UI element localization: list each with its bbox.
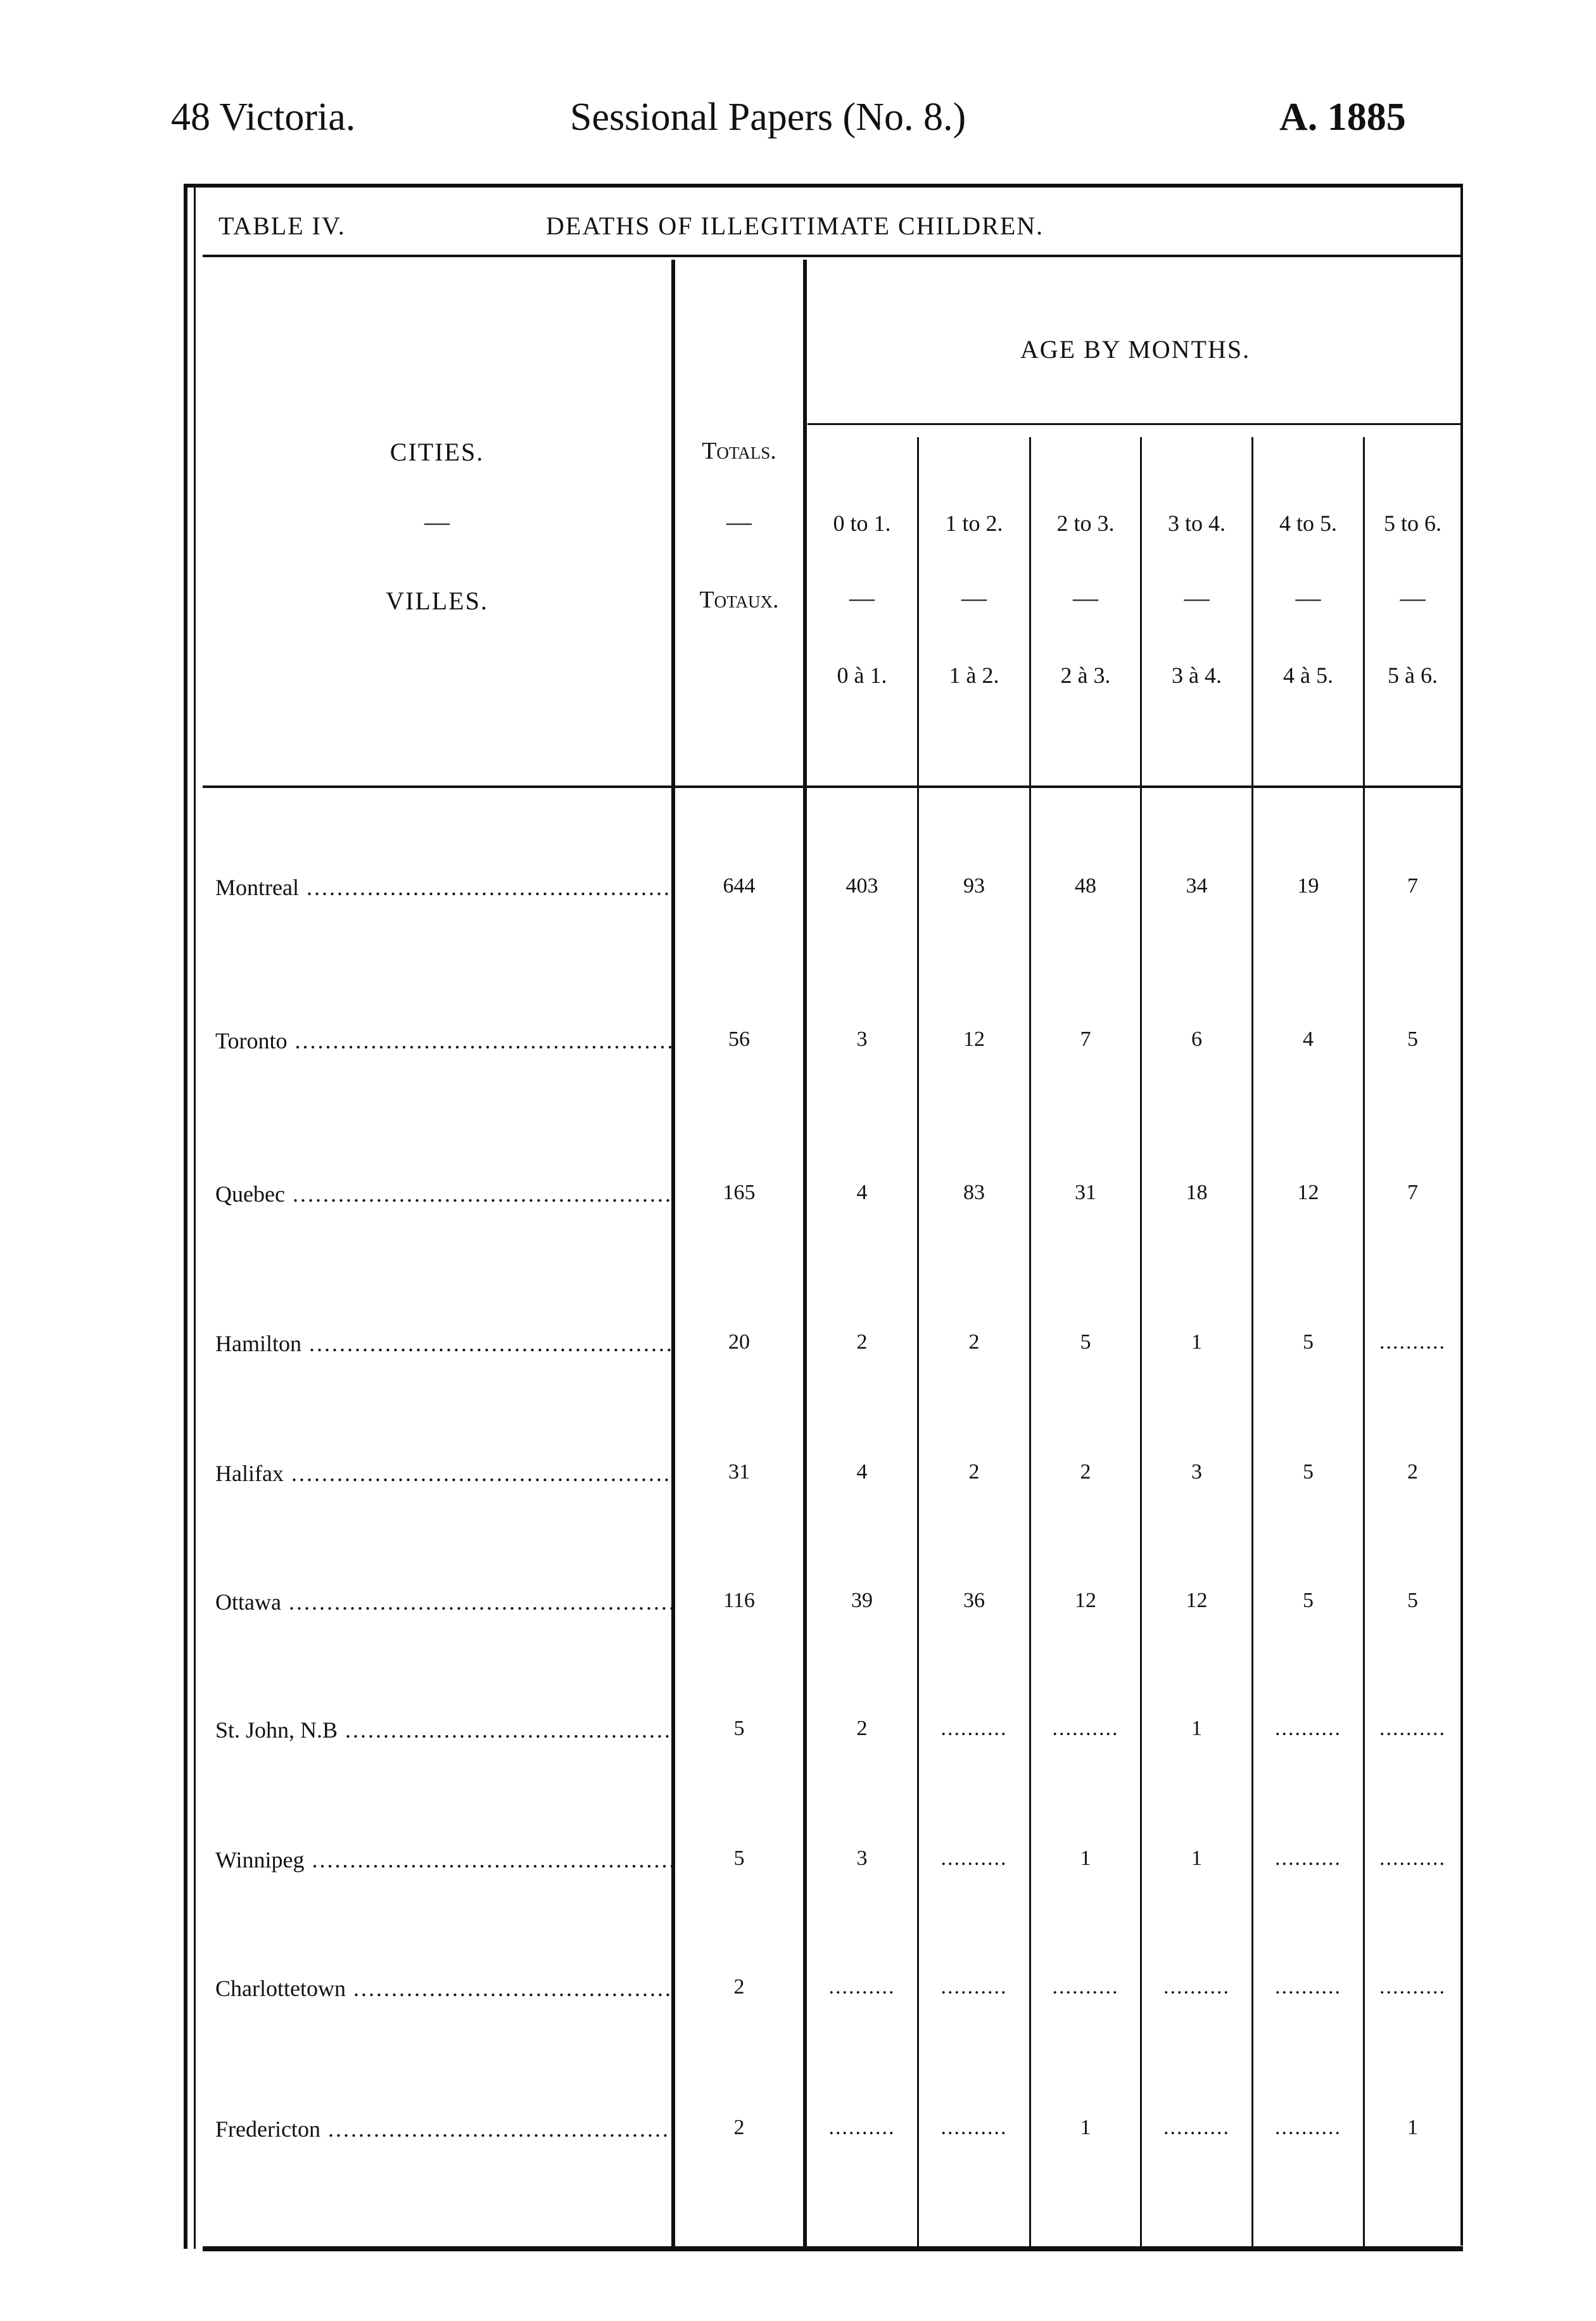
header-totals-en: Totals. (702, 438, 776, 464)
table-cell-value: 7 (1407, 874, 1418, 898)
table-row-city: Hamilton ..... (215, 1330, 671, 1357)
table-cell-value: 4 (856, 1460, 868, 1484)
header-age-2-fr: 2 à 3. (1060, 663, 1111, 688)
table-row-city: Toronto ..... (215, 1027, 671, 1054)
header-bottom-rule (203, 785, 1463, 788)
table-cell-value: 5 (1407, 1027, 1418, 1051)
table-bottom-border (203, 2246, 1463, 2251)
table-cell-empty: .......... (828, 2116, 896, 2139)
table-left-border (184, 184, 187, 2249)
table-cell-empty: .......... (940, 2116, 1008, 2139)
table-cell-value: 5 (1303, 1460, 1314, 1484)
table-cell-value: 1 (1080, 1847, 1091, 1870)
table-cell-value: 7 (1080, 1027, 1091, 1051)
table-cell-value: 48 (1075, 874, 1096, 898)
table-cell-empty: .......... (1379, 1717, 1446, 1740)
table-cell-value: 1 (1080, 2116, 1091, 2139)
table-cell-empty: .......... (828, 1975, 896, 1999)
header-age-4-en: 4 to 5. (1279, 511, 1337, 536)
header-totals-dash: — (726, 507, 752, 536)
table-cell-value: 19 (1297, 874, 1319, 898)
table-row-total: 5 (733, 1717, 745, 1740)
table-cell-value: 6 (1191, 1027, 1202, 1051)
header-age-1-fr: 1 à 2. (949, 663, 999, 688)
table-cell-empty: .......... (1379, 1330, 1446, 1354)
header-cities-dash: — (424, 507, 450, 536)
header-age-0-fr: 0 à 1. (837, 663, 887, 688)
header-age-4-dash: — (1295, 583, 1321, 612)
header-age-1-en: 1 to 2. (945, 511, 1003, 536)
header-age-3-fr: 3 à 4. (1172, 663, 1222, 688)
table-cell-value: 12 (1075, 1589, 1096, 1612)
table-row-total: 2 (733, 2116, 745, 2139)
header-age-3-en: 3 to 4. (1167, 511, 1226, 536)
table-row-city: St. John, N.B ..... (215, 1717, 671, 1743)
header-age-3-dash: — (1184, 583, 1210, 612)
header-age-0-dash: — (849, 583, 875, 612)
table-cell-empty: .......... (1163, 1975, 1230, 1999)
table-cell-value: 2 (856, 1717, 868, 1740)
table-row-city: Charlottetown ..... (215, 1975, 671, 2002)
table-row-total: 165 (723, 1181, 756, 1204)
table-cell-value: 5 (1303, 1589, 1314, 1612)
header-age-5-dash: — (1400, 583, 1426, 612)
table-cell-value: 5 (1080, 1330, 1091, 1354)
table-cell-value: 3 (856, 1027, 868, 1051)
table-cell-value: 34 (1186, 874, 1208, 898)
table-cell-value: 18 (1186, 1181, 1208, 1204)
table-row-total: 116 (723, 1589, 755, 1612)
table-row-city: Ottawa ..... (215, 1589, 671, 1615)
table-cell-value: 2 (1407, 1460, 1418, 1484)
table-cell-empty: .......... (940, 1847, 1008, 1870)
table-row-city: Fredericton ..... (215, 2116, 671, 2142)
table-row-total: 20 (728, 1330, 750, 1354)
header-age-0-en: 0 to 1. (833, 511, 891, 536)
table-row-total: 5 (733, 1847, 745, 1870)
header-age-1-dash: — (961, 583, 987, 612)
table-cell-empty: .......... (1163, 2116, 1230, 2139)
table-cell-value: 36 (963, 1589, 985, 1612)
table-cell-value: 93 (963, 874, 985, 898)
header-cities-en: CITIES. (390, 438, 484, 466)
table-cell-value: 12 (1186, 1589, 1208, 1612)
table-cell-empty: .......... (1379, 1975, 1446, 1999)
page-header-left: 48 Victoria. (171, 96, 356, 139)
table-cell-empty: .......... (1275, 2116, 1341, 2139)
header-age-2-dash: — (1073, 583, 1098, 612)
table-row-city: Montreal ..... (215, 874, 671, 901)
table-cell-empty: .......... (1379, 1847, 1446, 1870)
table-row-total: 31 (728, 1460, 750, 1484)
table-row-total: 2 (733, 1975, 745, 1999)
table-cell-value: 4 (1303, 1027, 1314, 1051)
table-cell-value: 83 (963, 1181, 985, 1204)
table-cell-value: 2 (1080, 1460, 1091, 1484)
table-cell-value: 5 (1407, 1589, 1418, 1612)
title-rule (203, 255, 1463, 257)
table-row-city: Halifax ..... (215, 1460, 671, 1487)
table-row-total: 56 (728, 1027, 750, 1051)
table-left-border-inner (194, 184, 196, 2249)
table-top-border (184, 184, 1463, 188)
table-cell-value: 31 (1075, 1181, 1096, 1204)
table-cell-value: 5 (1303, 1330, 1314, 1354)
col-sep-city (671, 260, 675, 2246)
header-age-5-fr: 5 à 6. (1388, 663, 1438, 688)
table-cell-empty: .......... (1275, 1975, 1341, 1999)
table-cell-value: 2 (856, 1330, 868, 1354)
table-cell-value: 2 (968, 1460, 980, 1484)
table-row-city: Winnipeg ..... (215, 1847, 671, 1873)
table-cell-empty: .......... (1275, 1717, 1341, 1740)
table-cell-value: 3 (1191, 1460, 1202, 1484)
table-cell-value: 4 (856, 1181, 868, 1204)
age-group-heading: AGE BY MONTHS. (1020, 335, 1251, 364)
header-totals-fr: Totaux. (699, 587, 779, 613)
table-cell-value: 1 (1191, 1847, 1202, 1870)
table-cell-value: 1 (1191, 1330, 1202, 1354)
page-header-right: A. 1885 (1279, 96, 1406, 139)
age-heading-rule (808, 423, 1463, 425)
table-cell-value: 12 (963, 1027, 985, 1051)
table-cell-value: 3 (856, 1847, 868, 1870)
table-cell-empty: .......... (940, 1975, 1008, 1999)
table-cell-empty: .......... (1052, 1717, 1119, 1740)
table-title: DEATHS OF ILLEGITIMATE CHILDREN. (546, 212, 1044, 240)
table-cell-value: 12 (1297, 1181, 1319, 1204)
header-age-5-en: 5 to 6. (1383, 511, 1441, 536)
col-sep-age-5 (1363, 437, 1365, 2246)
table-row-city: Quebec ..... (215, 1181, 671, 1207)
table-cell-value: 2 (968, 1330, 980, 1354)
page-header-center: Sessional Papers (No. 8.) (570, 96, 966, 139)
table-cell-value: 1 (1407, 2116, 1418, 2139)
table-row-total: 644 (723, 874, 756, 898)
table-right-border (1460, 184, 1463, 2246)
table-cell-value: 403 (846, 874, 878, 898)
table-label: TABLE IV. (218, 212, 346, 240)
table-cell-empty: .......... (940, 1717, 1008, 1740)
table-cell-empty: .......... (1052, 1975, 1119, 1999)
table-cell-value: 39 (851, 1589, 873, 1612)
table-cell-empty: .......... (1275, 1847, 1341, 1870)
table-cell-value: 7 (1407, 1181, 1418, 1204)
header-cities-fr: VILLES. (386, 587, 488, 615)
col-sep-totals (803, 260, 807, 2246)
table-cell-value: 1 (1191, 1717, 1202, 1740)
header-age-4-fr: 4 à 5. (1283, 663, 1333, 688)
header-age-2-en: 2 to 3. (1056, 511, 1115, 536)
